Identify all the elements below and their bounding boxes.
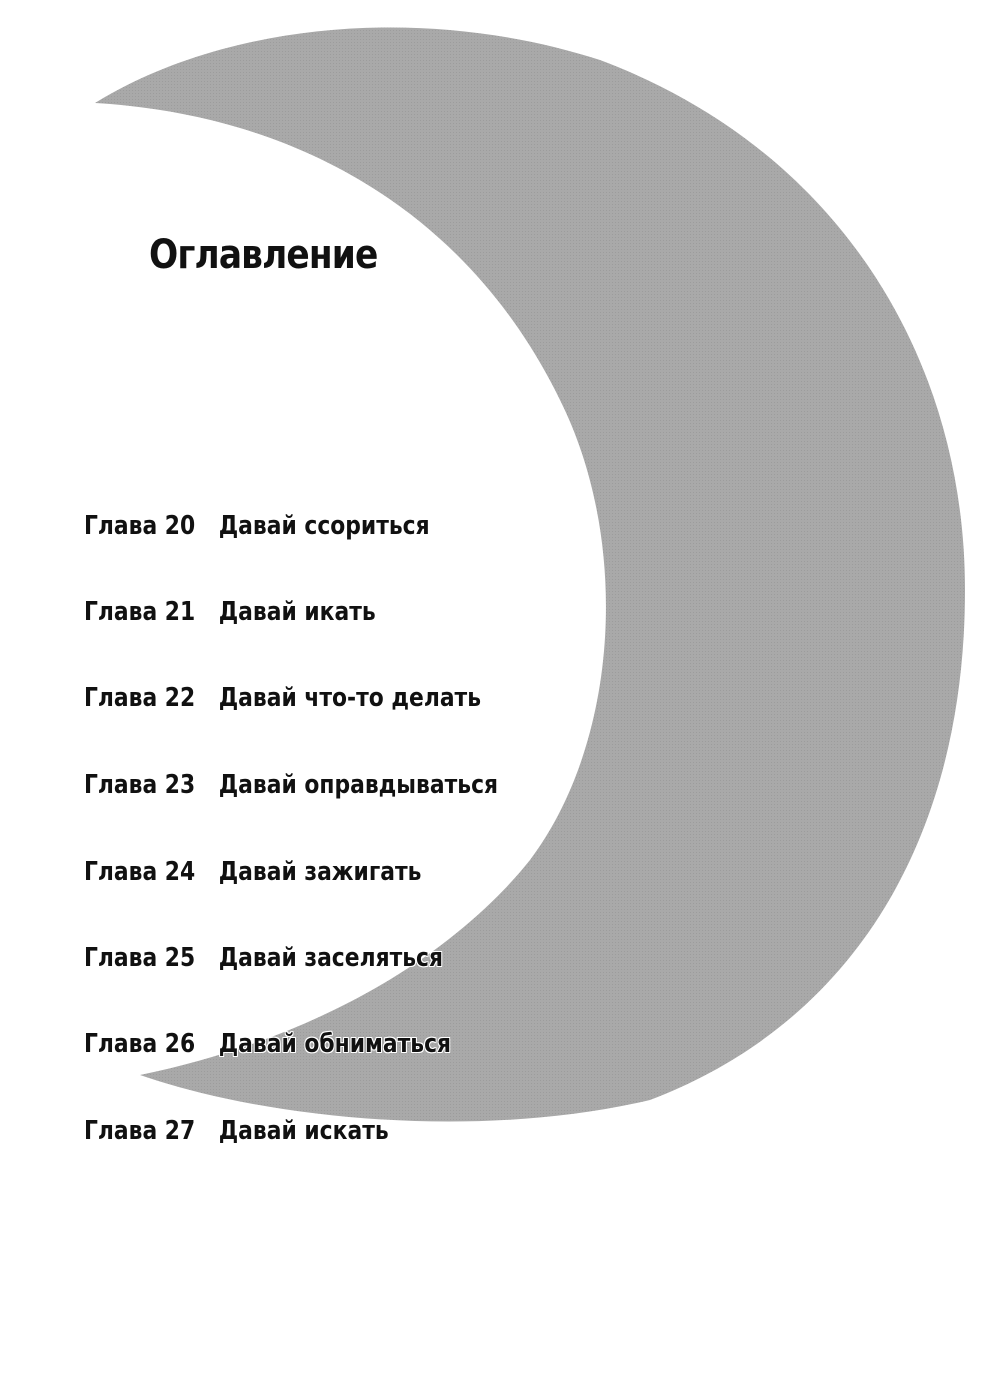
chapter-title: Давай искать <box>218 1116 389 1146</box>
chapter-title: Давай обниматься <box>218 1029 452 1059</box>
toc-item <box>84 1026 451 1062</box>
chapter-number: Глава 23 <box>84 770 196 800</box>
chapter-number: Глава 22 <box>84 683 196 713</box>
chapter-number: Глава 26 <box>84 1029 196 1059</box>
chapter-number: Глава 25 <box>84 943 196 973</box>
toc-item <box>84 594 376 630</box>
chapter-title: Давай заселяться <box>218 943 444 973</box>
toc-item <box>84 680 481 716</box>
chapter-title: Давай зажигать <box>218 857 422 887</box>
chapter-number: Глава 20 <box>84 511 196 541</box>
toc-item <box>84 508 430 544</box>
toc-item <box>84 940 443 976</box>
chapter-title: Давай что-то делать <box>218 683 482 713</box>
chapter-title: Давай оправдываться <box>218 770 499 800</box>
page-title: Оглавление <box>149 232 378 278</box>
toc-item <box>84 767 498 803</box>
chapter-number: Глава 24 <box>84 857 196 887</box>
chapter-title: Давай ссориться <box>218 511 430 541</box>
chapter-title: Давай икать <box>218 597 376 627</box>
chapter-number: Глава 27 <box>84 1116 196 1146</box>
chapter-number: Глава 21 <box>84 597 196 627</box>
toc-item <box>84 854 421 890</box>
toc-item <box>84 1113 389 1149</box>
